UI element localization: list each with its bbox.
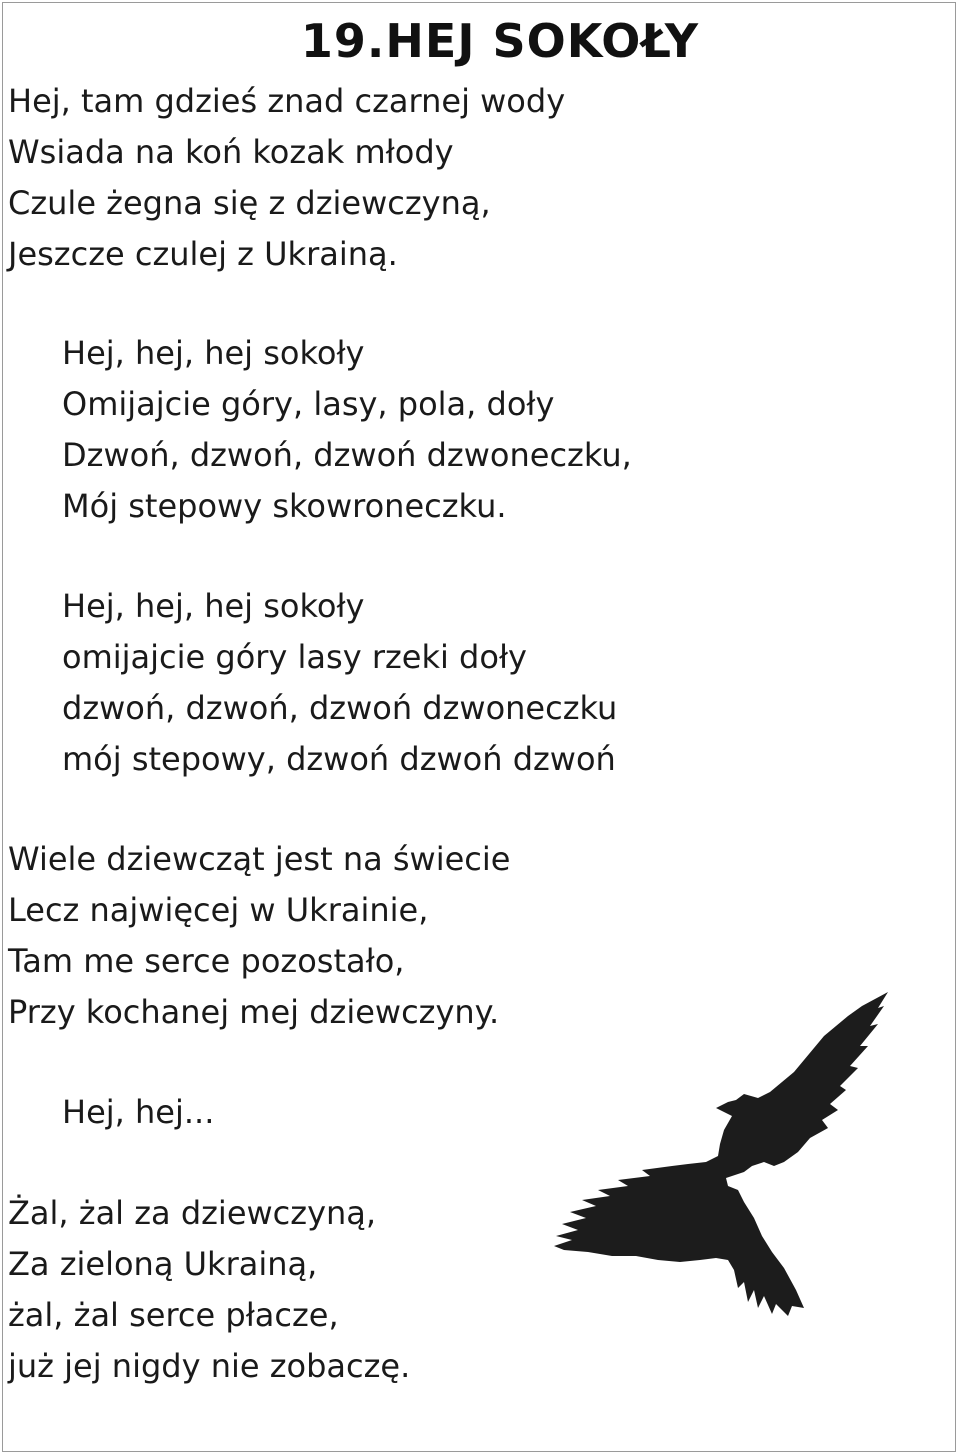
verse-line: Lecz najwięcej w Ukrainie, <box>8 891 429 929</box>
verse-line: Hej, hej, hej sokoły <box>62 334 365 372</box>
stanza-3-refrain <box>62 581 617 785</box>
verse-line: Jeszcze czulej z Ukrainą. <box>8 235 398 273</box>
verse-line: Omijajcie góry, lasy, pola, doły <box>62 385 555 423</box>
verse-line: Tam me serce pozostało, <box>8 942 405 980</box>
stanza-5-refrain <box>62 1087 214 1138</box>
verse-line: Dzwoń, dzwoń, dzwoń dzwoneczku, <box>62 436 632 474</box>
verse-line: omijajcie góry lasy rzeki doły <box>62 638 527 676</box>
verse-line: żal, żal serce płacze, <box>8 1296 339 1334</box>
verse-line: Hej, hej, hej sokoły <box>62 587 365 625</box>
verse-line: Czule żegna się z dziewczyną, <box>8 184 491 222</box>
verse-line: Wiele dziewcząt jest na świecie <box>8 840 511 878</box>
stanza-6 <box>8 1188 410 1392</box>
verse-line: mój stepowy, dzwoń dzwoń dzwoń <box>62 740 616 778</box>
verse-line: Mój stepowy skowroneczku. <box>62 487 507 525</box>
song-title: 19.HEJ SOKOŁY <box>300 14 700 68</box>
stanza-1 <box>8 76 565 280</box>
verse-line: już jej nigdy nie zobaczę. <box>8 1347 411 1385</box>
verse-line: Za zieloną Ukrainą, <box>8 1245 318 1283</box>
stanza-4 <box>8 834 510 1038</box>
verse-line: Przy kochanej mej dziewczyny. <box>8 993 500 1031</box>
verse-line: Wsiada na koń kozak młody <box>8 133 454 171</box>
eagle-silhouette-icon <box>548 990 928 1320</box>
verse-line: dzwoń, dzwoń, dzwoń dzwoneczku <box>62 689 618 727</box>
verse-line: Żal, żal za dziewczyną, <box>8 1194 377 1232</box>
stanza-2-refrain <box>62 328 632 532</box>
verse-line: Hej, hej... <box>62 1093 215 1131</box>
verse-line: Hej, tam gdzieś znad czarnej wody <box>8 82 566 120</box>
